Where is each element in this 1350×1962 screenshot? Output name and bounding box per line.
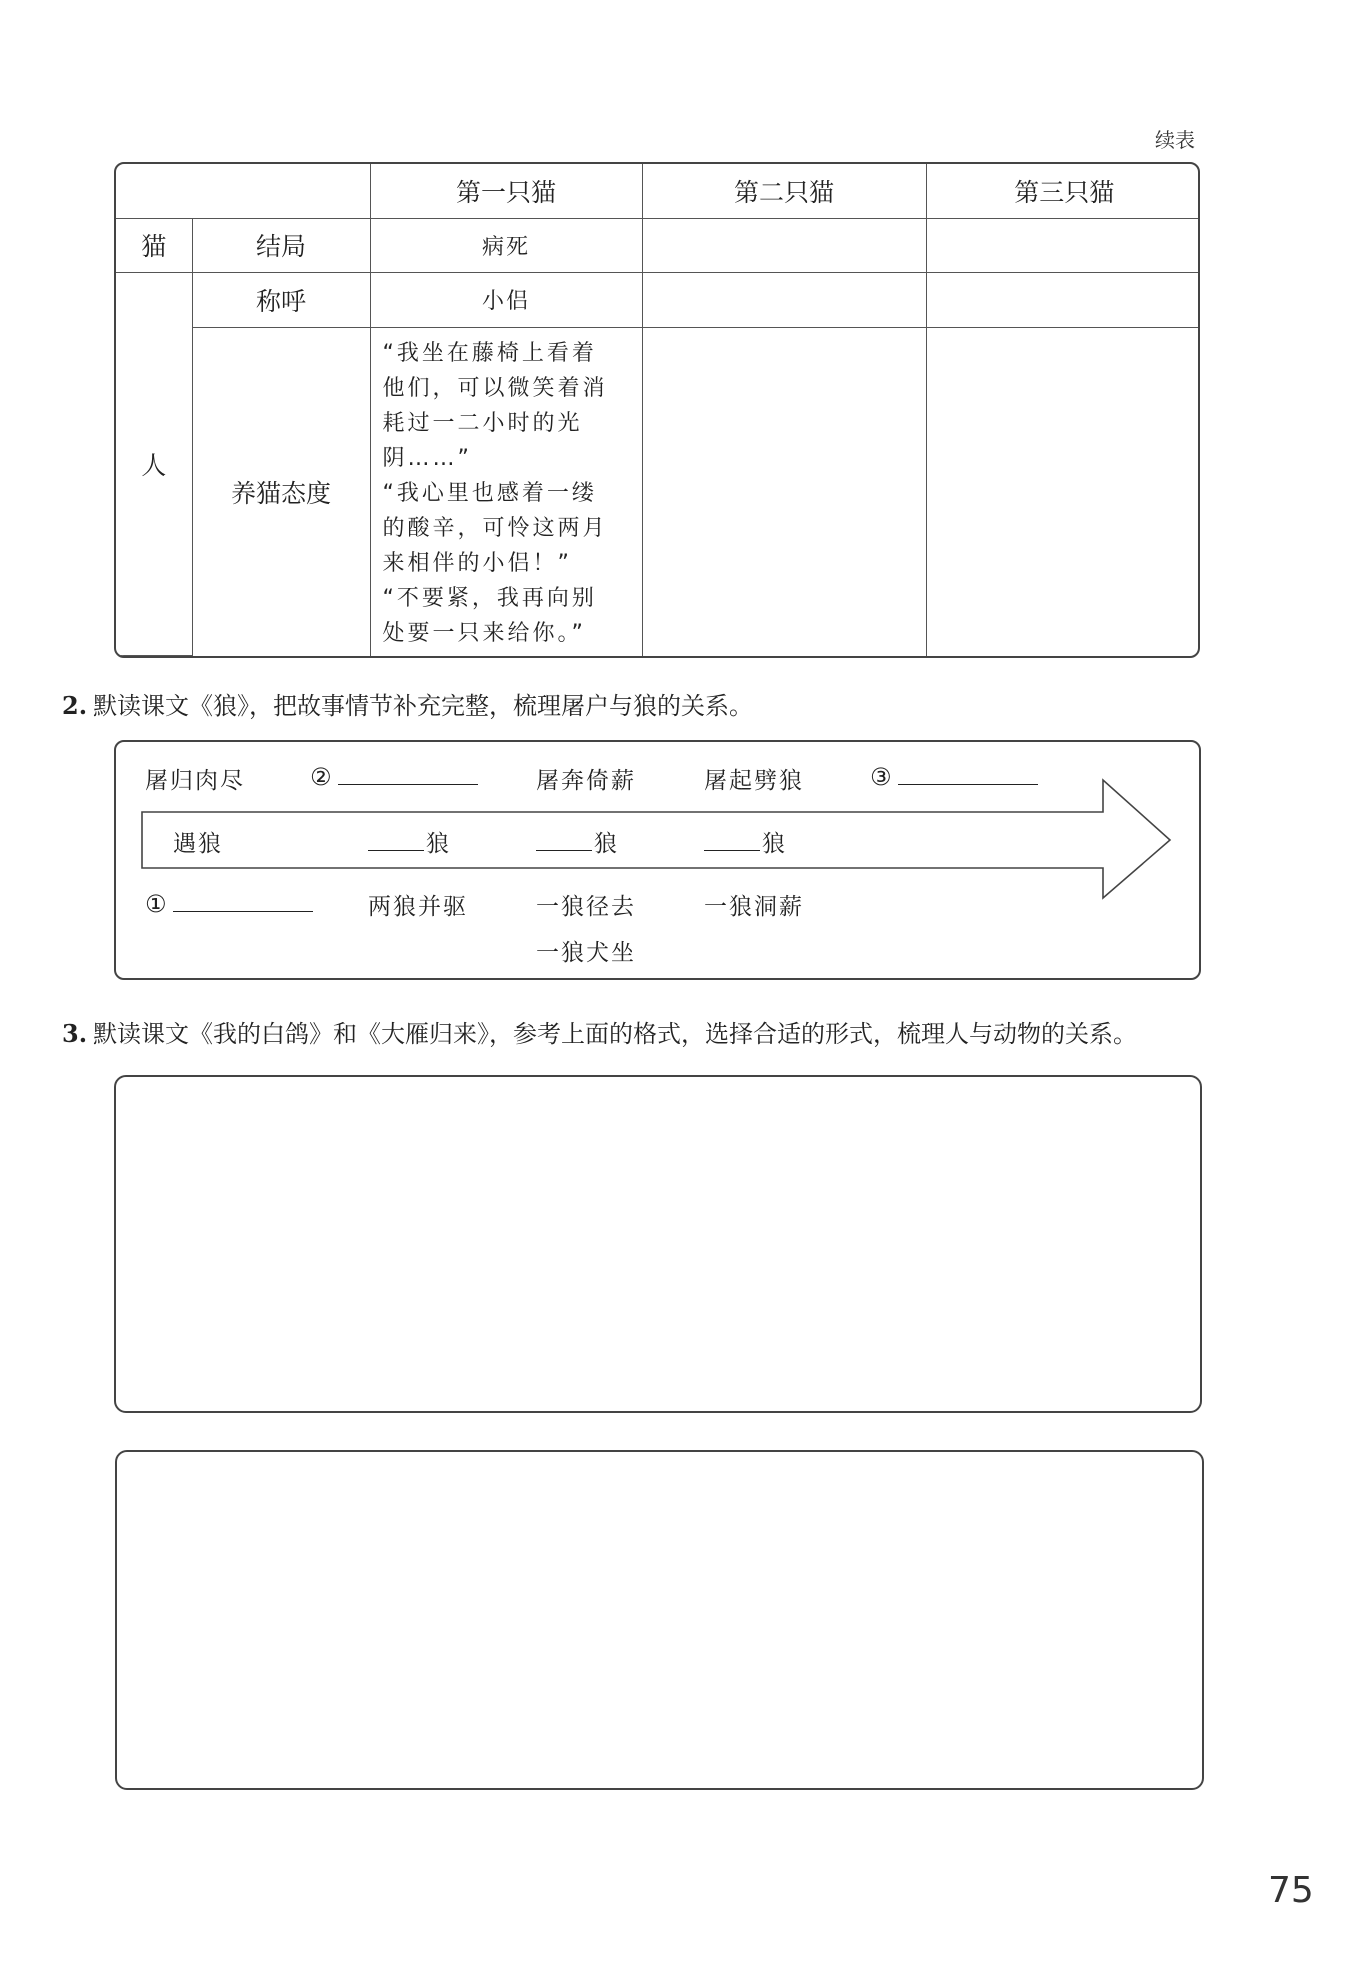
first-cat-outcome: 病死 bbox=[370, 218, 642, 272]
circled-number-3: ③ bbox=[870, 763, 894, 791]
first-cat-name: 小侣 bbox=[370, 272, 642, 327]
second-cat-attitude-answer[interactable] bbox=[642, 327, 926, 656]
quote-line: “我心里也感着一缕 bbox=[382, 480, 597, 506]
header-first-cat: 第一只猫 bbox=[370, 164, 642, 218]
continued-table-label: 续表 bbox=[1155, 128, 1195, 152]
question-3-text: 默读课文《我的白鸽》和《大雁归来》，参考上面的格式，选择合适的形式，梳理人与动物的关系。 bbox=[93, 1020, 1138, 1048]
question-3 bbox=[62, 1014, 1137, 1049]
relation-4[interactable] bbox=[704, 825, 787, 858]
quote-line: 的酸辛，可怜这两月 bbox=[382, 515, 608, 541]
question-2-number: 2. bbox=[62, 691, 88, 720]
timeline-arrow-icon bbox=[140, 778, 1175, 903]
first-cat-attitude-quotes bbox=[370, 327, 642, 656]
table-row bbox=[116, 327, 1200, 656]
table-row bbox=[116, 272, 1200, 327]
answer-blank-line[interactable] bbox=[368, 828, 424, 851]
plot-blank-1[interactable] bbox=[145, 887, 313, 918]
answer-blank-line[interactable] bbox=[338, 760, 478, 785]
plot-blank-2[interactable] bbox=[310, 760, 478, 791]
wolf-action-2: 一狼径去 bbox=[536, 894, 636, 920]
relation-3[interactable] bbox=[536, 825, 619, 858]
header-third-cat: 第三只猫 bbox=[926, 164, 1200, 218]
quote-line: 来相伴的小侣！” bbox=[382, 550, 572, 576]
person-group-label: 人 bbox=[116, 272, 192, 656]
wolf-word: 狼 bbox=[762, 831, 787, 857]
quote-line: 处要一只来给你。” bbox=[382, 620, 586, 646]
table-corner-cell bbox=[116, 164, 370, 218]
attitude-label: 养猫态度 bbox=[192, 327, 370, 656]
cat-comparison-table bbox=[114, 162, 1200, 658]
third-cat-attitude-answer[interactable] bbox=[926, 327, 1200, 656]
plot-top-1: 屠归肉尽 bbox=[145, 768, 245, 794]
cat-group-label: 猫 bbox=[116, 218, 192, 272]
name-label: 称呼 bbox=[192, 272, 370, 327]
plot-top-4: 屠起劈狼 bbox=[704, 768, 804, 794]
answer-blank-line[interactable] bbox=[173, 887, 313, 912]
quote-line: “我坐在藤椅上看着 bbox=[382, 340, 597, 366]
answer-box-2[interactable] bbox=[115, 1450, 1204, 1790]
wolf-action-1: 两狼并驱 bbox=[368, 894, 468, 920]
question-2 bbox=[62, 686, 753, 721]
quote-line: 耗过一二小时的光 bbox=[382, 410, 583, 436]
third-cat-outcome-answer[interactable] bbox=[926, 218, 1200, 272]
question-3-number: 3. bbox=[62, 1019, 88, 1048]
wolf-word: 狼 bbox=[426, 831, 451, 857]
answer-blank-line[interactable] bbox=[898, 760, 1038, 785]
plot-top-3: 屠奔倚薪 bbox=[536, 768, 636, 794]
table-header-row bbox=[116, 164, 1200, 218]
outcome-label: 结局 bbox=[192, 218, 370, 272]
answer-box-1[interactable] bbox=[114, 1075, 1202, 1413]
quote-line: “不要紧，我再向别 bbox=[382, 585, 597, 611]
plot-blank-3[interactable] bbox=[870, 760, 1038, 791]
answer-blank-line[interactable] bbox=[704, 828, 760, 851]
relation-1: 遇狼 bbox=[173, 831, 223, 857]
table-row bbox=[116, 218, 1200, 272]
answer-blank-line[interactable] bbox=[536, 828, 592, 851]
circled-number-1: ① bbox=[145, 890, 169, 918]
relation-2[interactable] bbox=[368, 825, 451, 858]
second-cat-name-answer[interactable] bbox=[642, 272, 926, 327]
wolf-word: 狼 bbox=[594, 831, 619, 857]
wolf-action-4: 一狼洞薪 bbox=[704, 894, 804, 920]
second-cat-outcome-answer[interactable] bbox=[642, 218, 926, 272]
wolf-action-3: 一狼犬坐 bbox=[536, 940, 636, 966]
quote-line: 阴……” bbox=[382, 445, 472, 471]
page-number: 75 bbox=[1268, 1870, 1314, 1911]
question-2-text: 默读课文《狼》，把故事情节补充完整，梳理屠户与狼的关系。 bbox=[93, 692, 754, 720]
third-cat-name-answer[interactable] bbox=[926, 272, 1200, 327]
header-second-cat: 第二只猫 bbox=[642, 164, 926, 218]
quote-line: 他们，可以微笑着消 bbox=[382, 375, 608, 401]
circled-number-2: ② bbox=[310, 763, 334, 791]
